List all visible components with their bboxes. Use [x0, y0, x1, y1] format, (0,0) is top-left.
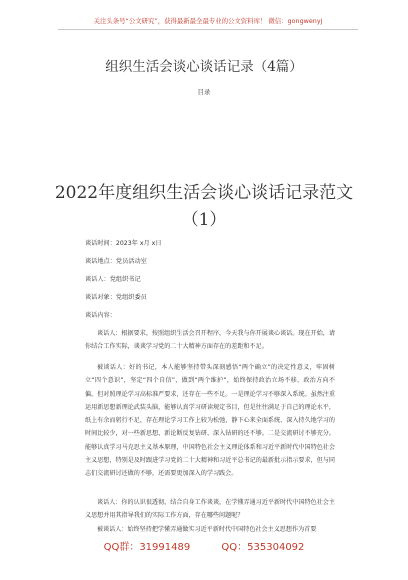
qq-contact: QQ：535304092 [221, 542, 305, 553]
paragraph: 被谈话人：始终坚持把学懂弄通做实习近平新时代中国特色社会主义思想作为首要 [97, 526, 317, 533]
meta-content-label: 谈话内容： [85, 312, 116, 319]
meta-speaker: 谈话人：党组织书记 [85, 276, 141, 283]
top-promo-banner: 关注头条号“公文研究”，获得最新最全最专业的公文资料库！ 微信：gongwenyj [58, 14, 358, 30]
contact-footer [0, 538, 408, 553]
meta-time: 谈话时间：2023年 x月 x日 [85, 240, 162, 247]
meta-target: 谈话对象：党组织委员 [85, 294, 147, 301]
paragraph: 被谈话人：好的书记，本人能够坚持带头深刻感悟“两个确立”的决定性意义，牢固树立“四个意识”，坚定“四个自信”，做到“两个维护”，始终保持政治立场不移、政治方向不偏。但对照理论学习高标准严要求，还存在一些不足。一是理论学习不够深入系统。虽然注重运用新思想新理论武装头脑，能够认真学习研读规定书目，但是往往满足于自己的理论水平，纸上有余而躬行不足，存在理论学习工作上较为松弛，静下心来全面系统、深入持久地学习的时间比较少，对一些新思想、新论断反复钻研、深入钻研的还不够。二是交流研讨不够充分。能够认真学习马克思主义基本原理，中国特色社会主义理论体系和习近平新时代中国特色社会主义思想，特别是及时跟进学习党的二十大精神和习近平总书记的最新批示指示要求，但与同志们交流研讨还做的不够，还需要更加深入的学习践会。 [85, 364, 335, 478]
paragraph: 谈话人：根据要求，按照组织生活会召开程序，今天我与你开展谈心谈话。现在开始，请你结合工作实际，谈谈学习党的二十大精神方面存在的差距和不足。 [85, 330, 335, 351]
qq-group: QQ群：31991489 [103, 542, 191, 553]
paragraph: 谈话人：你的认识很透彻，结合自身工作谈谈，在学懂弄通习近平新时代中国特色社会主义思想并用其指导我们的实际工作方面，存在哪些问题呢？ [85, 499, 335, 520]
document-title: 组织生活会谈心谈话记录（4篇） [105, 59, 303, 75]
toc-label: 目录 [197, 88, 211, 96]
section-title: 2022年度组织生活会谈心谈话记录范文 [54, 183, 354, 203]
meta-place: 谈话地点：党员活动室 [85, 258, 147, 265]
section-number: （1） [181, 210, 227, 230]
